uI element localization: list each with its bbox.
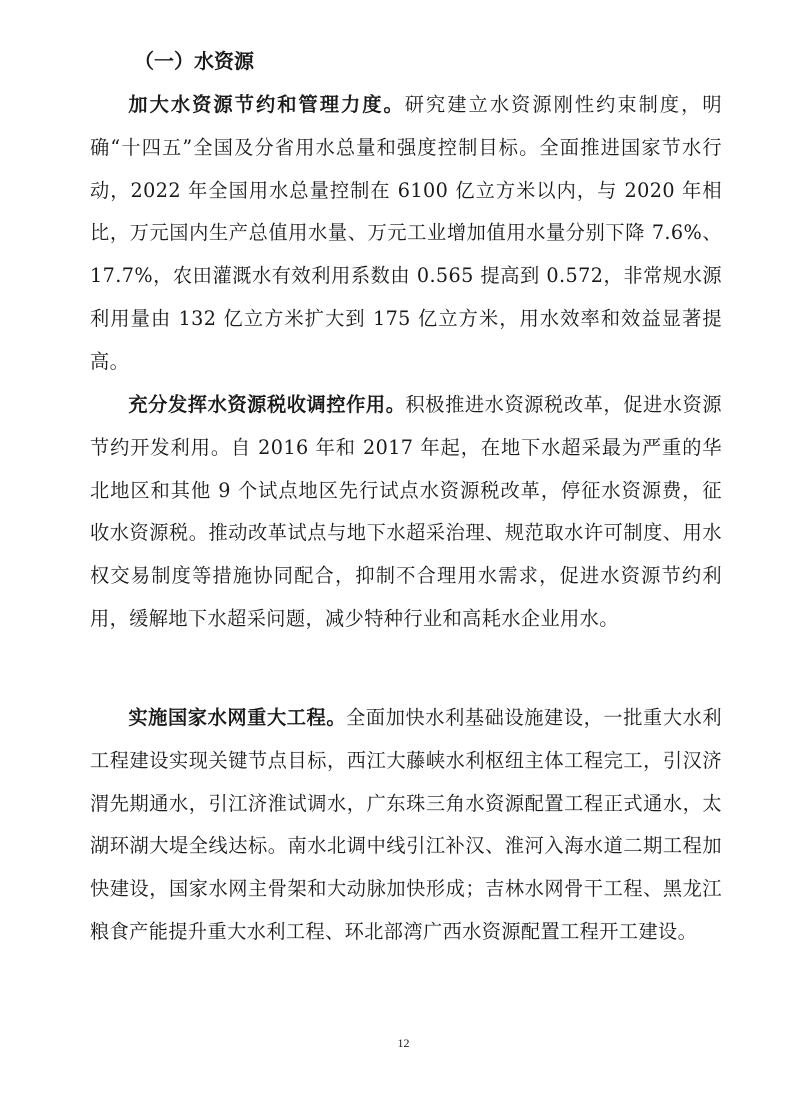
paragraph-body: 研究建立水资源刚性约束制度，明确“十四五”全国及分省用水总量和强度控制目标。全面推进国家节水行动，2022 年全国用水总量控制在 6100 亿立方米以内，与 2020 年相比，万元国内生产总值用水量、万元工业增加值用水量分别下降 7.6%、17.7%，农田灌溉水有效利用系数由 0.565 提高到 0.572，非常规水源利用量由 132 亿立方米扩大到 175 亿立方米，用水效率和效益显著提高。 — [90, 93, 723, 373]
paragraph-water-saving-management — [90, 84, 722, 384]
paragraph-national-water-network — [90, 697, 722, 954]
paragraph-body: 积极推进水资源税改革，促进水资源节约开发利用。自 2016 年和 2017 年起，在地下水超采最为严重的华北地区和其他 9 个试点地区先行试点水资源税改革，停征水资源费，征收水资源税。推动改革试点与地下水超采治理、规范取水许可制度、用水权交易制度等措施协同配合，抑制不合理用水需求，促进水资源节约利用，缓解地下水超采问题，减少特种行业和高耗水企业用水。 — [90, 393, 722, 630]
page-number: 12 — [397, 1036, 410, 1050]
paragraph-water-resource-tax — [90, 384, 722, 641]
paragraph-lead-heading: 实施国家水网重大工程。 — [128, 706, 347, 729]
section-heading: （一）水资源 — [134, 49, 254, 73]
paragraph-lead-heading: 充分发挥水资源税收调控作用。 — [128, 393, 406, 416]
paragraph-body: 全面加快水利基础设施建设，一批重大水利工程建设实现关键节点目标，西江大藤峡水利枢纽主体工程完工，引汉济渭先期通水，引江济淮试调水，广东珠三角水资源配置工程正式通水，太湖环湖大堤全线达标。南水北调中线引江补汉、淮河入海水道二期工程加快建设，国家水网主骨架和大动脉加快形成；吉林水网骨干工程、黑龙江粮食产能提升重大水利工程、环北部湾广西水资源配置工程开工建设。 — [90, 706, 722, 943]
paragraph-lead-heading: 加大水资源节约和管理力度。 — [128, 93, 405, 116]
